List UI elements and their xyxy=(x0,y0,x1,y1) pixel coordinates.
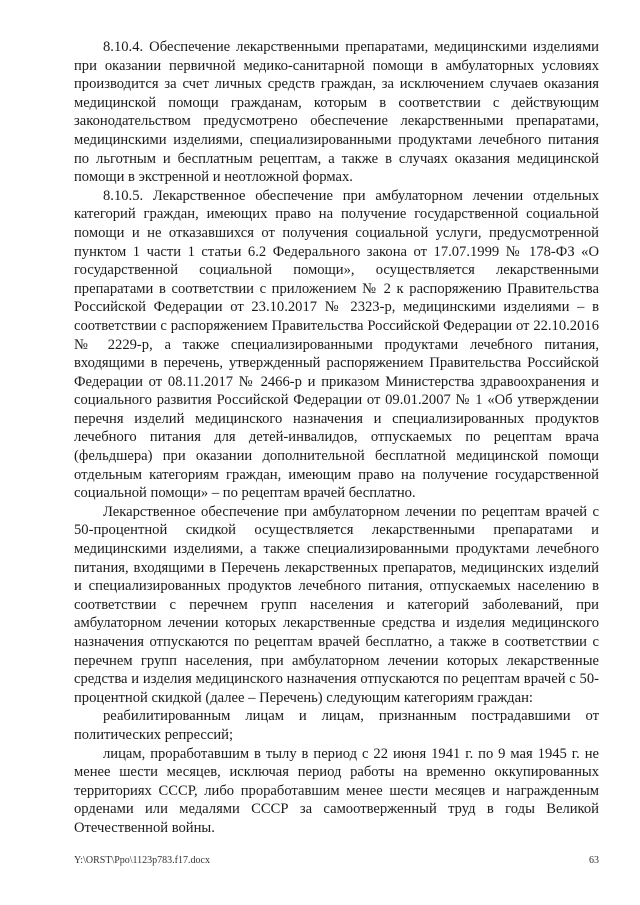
paragraph-rehabilitated-persons: реабилитированным лицам и лицам, признанным пострадавшими от политических репрессий; xyxy=(74,708,599,743)
paragraph-8-10-5: 8.10.5. Лекарственное обеспечение при амбулаторном лечении отдельных категорий граждан, имеющих право на получение государственной социальной помощи и не отказавшихся от получения социальной услуги, предусмотренной пунктом 1 части 1 статьи 6.2 Федерального закона от 17.07.1999 № 178-ФЗ «О государственной социальной помощи», осуществляется лекарственными препаратами в соответствии с приложением № 2 к распоряжению Правительства Российской Федерации от 23.10.2017 № 2323-р, медицинскими изделиями – в соответствии с распоряжением Правительства Российской Федерации от 22.10.2016 № 2229-р, а также специализированными продуктами лечебного питания, входящими в перечень, утвержденный распоряжением Правительства Российской Федерации от 08.11.2017 № 2466-р и приказом Министерства здравоохранения и социального развития Российской Федерации от 09.01.2007 № 1 «Об утверждении перечня изделий медицинского назначения и специализированных продуктов лечебного питания для детей-инвалидов, отпускаемых по рецептам врача (фельдшера) при оказании дополнительной бесплатной медицинской помощи отдельным категориям граждан, имеющим право на получение государственной социальной помощи» – по рецептам врачей бесплатно. xyxy=(74,187,599,502)
paragraph-home-front-workers: лицам, проработавшим в тылу в период с 22 июня 1941 г. по 9 мая 1945 г. не менее шести месяцев, исключая период работы на временно оккупированных территориях СССР, либо проработавшим менее шести месяцев и награжденным орденами или медалями СССР за самоотверженный труд в годы Великой Отечественной войны. xyxy=(74,745,599,836)
paragraph-discount-provision: Лекарственное обеспечение при амбулаторном лечении по рецептам врачей с 50-процентной скидкой осуществляется лекарственными препаратами и медицинскими изделиями, а также специализированными продуктами лечебного питания, входящими в Перечень лекарственных препаратов, медицинских изделий и специализированных продуктов лечебного питания, отпускаемых населению в соответствии с перечнем групп населения и категорий заболеваний, при амбулаторном лечении которых лекарственные средства и изделия медицинского назначения отпускаются по рецептам врачей бесплатно, а также в соответствии с перечнем групп населения, при амбулаторном лечении которых лекарственные средства и изделия медицинского назначения отпускаются по рецептам врачей с 50-процентной скидкой (далее – Перечень) следующим категориям граждан: xyxy=(74,503,599,706)
paragraph-8-10-4: 8.10.4. Обеспечение лекарственными препаратами, медицинскими изделиями при оказании первичной медико-санитарной помощи в амбулаторных условиях производится за счет личных средств граждан, за исключением случаев оказания медицинской помощи гражданам, которым в соответствии с действующим законодательством предусмотрено обеспечение лекарственными препаратами, медицинскими изделиями, специализированными продуктами лечебного питания по льготным и бесплатным рецептам, а также в случаях оказания медицинской помощи в экстренной и неотложной формах. xyxy=(74,39,599,186)
footer-page-number: 63 xyxy=(589,855,599,866)
document-body xyxy=(74,38,599,838)
footer-file-path: Y:\ORST\Ppo\1123p783.f17.docx xyxy=(74,855,210,866)
